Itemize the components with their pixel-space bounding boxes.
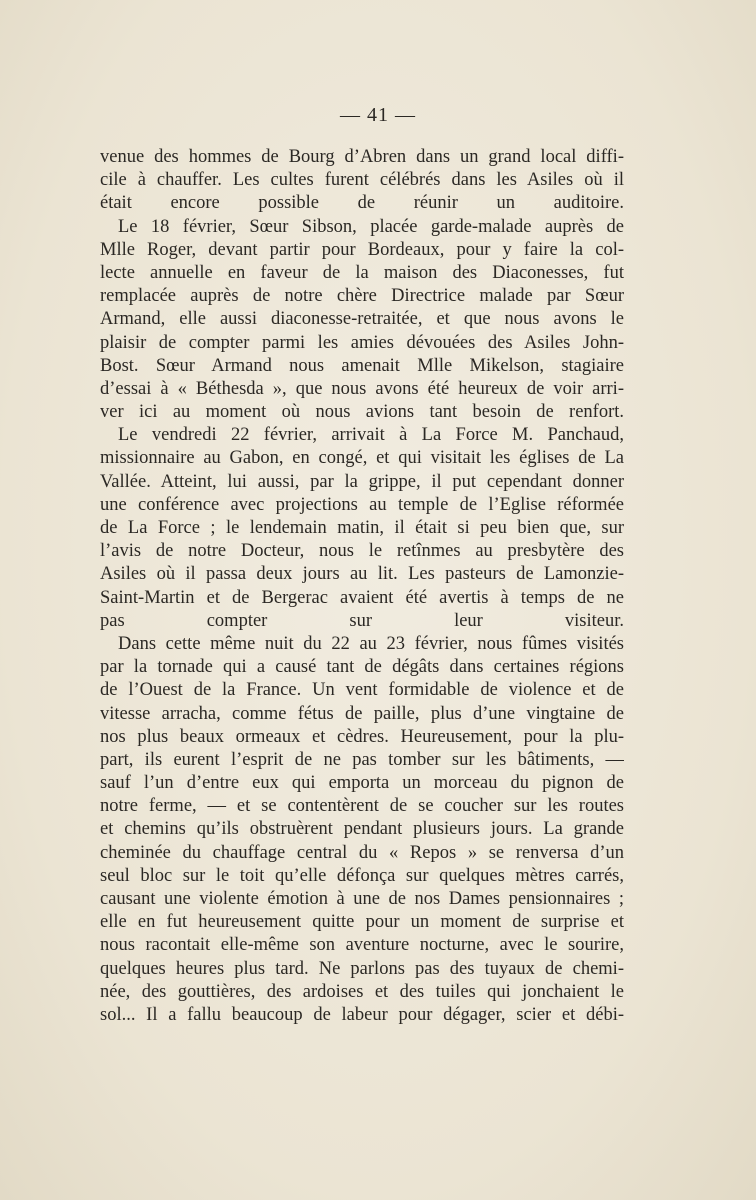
- text-line: Dans cette même nuit du 22 au 23 février, nous fûmes visités: [118, 633, 624, 654]
- text-line: notre ferme, — et se contentèrent de se coucher sur les routes: [100, 796, 624, 817]
- text-line: vitesse arracha, comme fétus de paille, plus d’une vingtaine de: [100, 703, 624, 724]
- text-line: de l’Ouest de la France. Un vent formidable de violence et de: [100, 680, 624, 701]
- text-line: née, des gouttières, des ardoises et des tuiles qui jonchaient le: [100, 981, 624, 1002]
- text-line: d’essai à « Béthesda », que nous avons été heureux de voir arri-: [100, 378, 624, 399]
- text-line: elle en fut heureusement quitte pour un moment de surprise et: [100, 912, 624, 933]
- text-line: l’avis de notre Docteur, nous le retînmes au presbytère des: [100, 541, 624, 562]
- text-line: Armand, elle aussi diaconesse-retraitée, et que nous avons le: [100, 309, 624, 330]
- text-line: venue des hommes de Bourg d’Abren dans un grand local diffi-: [100, 147, 624, 167]
- text-line: Mlle Roger, devant partir pour Bordeaux, pour y faire la col-: [100, 239, 624, 260]
- text-line: remplacée auprès de notre chère Directrice malade par Sœur: [100, 286, 624, 307]
- text-line: Le 18 février, Sœur Sibson, placée garde-malade auprès de: [118, 216, 624, 237]
- text-line: de La Force ; le lendemain matin, il était si peu bien que, sur: [100, 518, 624, 538]
- text-line: missionnaire au Gabon, en congé, et qui visitait les églises de La: [100, 448, 624, 469]
- text-line: et chemins qu’ils obstruèrent pendant plusieurs jours. La grande: [100, 819, 624, 840]
- text-line: nous racontait elle-même son aventure nocturne, avec le sourire,: [100, 935, 624, 956]
- text-line: seul bloc sur le toit qu’elle défonça sur quelques mètres carrés,: [100, 865, 624, 886]
- text-line: était encore possible de réunir un auditoire.: [100, 193, 624, 214]
- text-line: Asiles où il passa deux jours au lit. Les pasteurs de Lamonzie-: [100, 564, 624, 585]
- text-line: Le vendredi 22 février, arrivait à La Force M. Panchaud,: [118, 425, 624, 446]
- text-line: une conférence avec projections au temple de l’Eglise réformée: [100, 494, 624, 515]
- page-number: — 41 —: [340, 104, 416, 126]
- text-line: plaisir de compter parmi les amies dévouées des Asiles John-: [100, 332, 624, 353]
- text-line: pas compter sur leur visiteur.: [100, 610, 624, 631]
- text-line: causant une violente émotion à une de nos Dames pensionnaires ;: [100, 889, 624, 909]
- text-line: Saint-Martin et de Bergerac avaient été avertis à temps de ne: [100, 587, 624, 608]
- text-line: part, ils eurent l’esprit de ne pas tomber sur les bâtiments, —: [100, 749, 624, 770]
- text-line: Vallée. Atteint, lui aussi, par la grippe, il put cependant donner: [100, 471, 624, 492]
- text-line: cheminée du chauffage central du « Repos » se renversa d’un: [100, 842, 624, 863]
- text-line: sol... Il a fallu beaucoup de labeur pour dégager, scier et débi-: [100, 1004, 624, 1025]
- text-line: lecte annuelle en faveur de la maison des Diaconesses, fut: [100, 262, 624, 283]
- body-text: [100, 146, 624, 1027]
- text-line: par la tornade qui a causé tant de dégâts dans certaines régions: [100, 657, 624, 678]
- text-line: cile à chauffer. Les cultes furent célébrés dans les Asiles où il: [100, 170, 624, 191]
- text-line: ver ici au moment où nous avions tant besoin de renfort.: [100, 402, 624, 423]
- text-line: Bost. Sœur Armand nous amenait Mlle Mikelson, stagiaire: [100, 355, 624, 376]
- text-line: sauf l’un d’entre eux qui emporta un morceau du pignon de: [100, 773, 624, 794]
- text-line: quelques heures plus tard. Ne parlons pas des tuyaux de chemi-: [100, 958, 624, 979]
- text-line: nos plus beaux ormeaux et cèdres. Heureusement, pour la plu-: [100, 726, 624, 747]
